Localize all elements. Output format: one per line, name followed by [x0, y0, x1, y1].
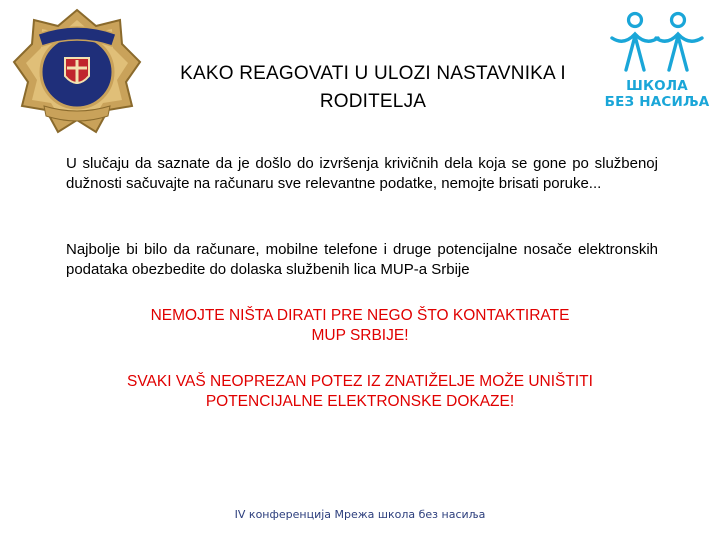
title-line2: RODITELJA [319, 91, 427, 112]
school-without-violence-logo [602, 8, 712, 108]
logo-line2: БЕЗ НАСИЉА [604, 94, 710, 110]
paragraph-secure-devices: Najbolje bi bilo da računare, mobilne telefone i druge potencijalne nosače elektronskih podataka obezbedite do dolaska službenih lica MUP-a Srbije [66, 241, 658, 278]
title-line1: KAKO REAGOVATI U ULOZI NASTAVNIKA I [180, 63, 566, 84]
page-title [150, 60, 596, 116]
warning2-line1: SVAKI VAŠ NEOPREZAN POTEZ IZ ZNATIŽELJE MOŽE UNIŠTITI [127, 373, 593, 390]
police-badge-icon [8, 6, 146, 144]
warning-do-not-touch [60, 306, 660, 346]
logo-line1: ШКОЛА [626, 78, 688, 94]
footer-conference: IV конференција Мрежа школа без насиља [234, 508, 486, 521]
paragraph-preserve-data: U slučaju da saznate da je došlo do izvršenja krivičnih dela koja se gone po službenoj dužnosti sačuvajte na računaru sve relevantne podatke, nemojte brisati poruke... [66, 155, 658, 192]
warning1-line1: NEMOJTE NIŠTA DIRATI PRE NEGO ŠTO KONTAKTIRATE [150, 307, 570, 324]
warning-evidence [60, 372, 660, 412]
warning1-line2: MUP SRBIJE! [311, 327, 409, 344]
warning2-line2: POTENCIJALNE ELEKTRONSKE DOKAZE! [205, 393, 515, 410]
